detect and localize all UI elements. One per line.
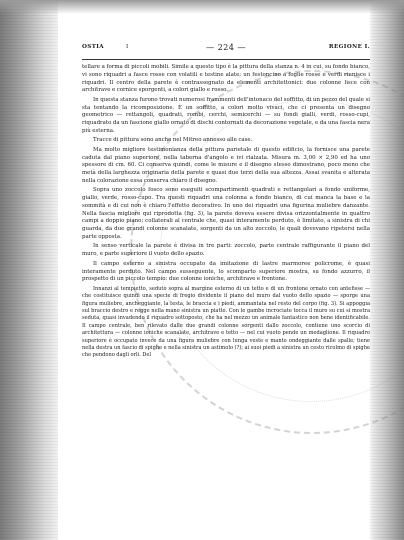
- paragraph: Tracce di pittura sono anche nel Mitreo annesso alle case.: [93, 137, 253, 144]
- page-number: — 224 —: [205, 42, 246, 52]
- running-header-left: OSTIA: [82, 44, 105, 50]
- running-header: [82, 44, 370, 56]
- paragraph: Ma molto migliore testimonianza della pittura parietale di questo edificio, la fornisce una parete caduta dal piano superiore, nella taberna d'angolo e ivi rialzata. Misura m. 3,00 × 2,90 ed ha uno spessore di cm. 60. Ci conserva quindi, come le misure e il disegno stesso dimostrano, poco meno che metà della larghezza originaria della parete e quasi due terzi della sua altezza. Assai svanita e alterata nella colorazione essa conserva chiaro il disegno.: [82, 146, 370, 184]
- scan-top-edge-shadow: [0, 0, 404, 14]
- header-rule: [82, 59, 370, 60]
- running-header-mark: I: [126, 44, 129, 50]
- body-text: [82, 64, 370, 360]
- paragraph: Sopra uno zoccolo fosco sono eseguiti scompartimenti quadrati e rettangolari a fondo uniforme, giallo, verde, rosso-cupo. Tra questi riquadri una colonna a fondo bianco, di cui manca la base e la sommità e di cui non è chiaro l'effetto decorativo. In uno dei riquadri una figurina muliebre danzante. Nella fascia migliore qui riprodotta (fig. 3), la parete doveva essere divisa orizzontalmente in quattro campi a doppio piano; collaterali al centrale che, quasi interamente perduto, è limitato, a sinistra di chi guarda, da due grandi colonne scanalate, sorgenti da un alto zoccolo, le quali dovevano ripetersi nella parte opposta.: [82, 187, 370, 240]
- paragraph: Innanzi al tempietto, seduto sopra al margine esterno di un tetto e di un frontone ornato con antefisse — che costituisce quindi una specie di fregio dividente il piano del muro dal vuoto dello spazio — sporge una figura muliebre, ancheggiante, la testa, le braccia e i piedi, ammantata nel resto del corpo (fig. 3). Si appoggia sul braccio destro e regge nella mano sinistra un piatto. Con le gambe incrociate tocca il muro su cui si mostra seduta, quasi invadendo il riquadro sottoposto, che ha nel mezzo un animale fantastico non bene identificabile. Il campo centrale, ben rilevato dalle due grandi colonne sorgenti dallo zoccolo, contiene uno scorcio di architettura — colonne ioniche scanalate, architrave e tetto — nel cui vuoto pende un medaglione. Il riquadro superiore è occupato invece da una figura muliebre con lunga veste e manto ondeggiante dalle spalle; tiene nella destra un fascio di spighe e nella sinistra un astimolo (?); ai suoi piedi a sinistra un cesto ricolmo di spighe che pendono dagli orli. Del: [82, 285, 370, 359]
- paragraph: In questa stanza furono trovati numerosi frammenti dell'intonaco del soffitto, di un pezzo del quale si sta tentando la ricomposizione. È un soffitto, a colori molto vivaci, che ci presenta un disegno geometrico — rettangoli, quadrati, rombi, cerchi, semicerchi — su fondi gialli, verdi, rosso-cupi, riquadrato da un fascione giallo ornato di dischi contornati da decorazione vegetale, e da una fascia nera più esterna.: [82, 96, 370, 134]
- scan-left-edge-shadow: [0, 0, 58, 540]
- paragraph: In senso verticale la parete è divisa in tre parti: zoccolo, parte centrale raffigurante il piano del muro, e parte superiore il vuoto dello spazio.: [82, 243, 370, 258]
- paragraph: tellare a forma di piccoli mobili. Simile a questo tipo è la pittura della stanza n. 4 in cui, su fondo bianco, vi sono riquadri a fasce rosse con volatili e testine alate; un festoncino a foglie rosse e verdi riunisce i riquadri. Il centro della parete è contrassegnato da elementi architettonici: due colonne lisce con architrave e cornice sporgenti, a colori giallo e rosso.: [82, 64, 370, 94]
- document-page: [82, 44, 370, 524]
- paragraph: Il campo esterno a sinistra occupato da imitazione di lastre marmoree policrome, è quasi interamente perduto. Nel campo susseguente, lo scomparto superiore mostra, su fondo azzurro, il prospetto di un piccolo tempio: due colonne ioniche, architrave e frontone.: [82, 260, 370, 283]
- running-header-right: REGIONE I.: [328, 44, 370, 50]
